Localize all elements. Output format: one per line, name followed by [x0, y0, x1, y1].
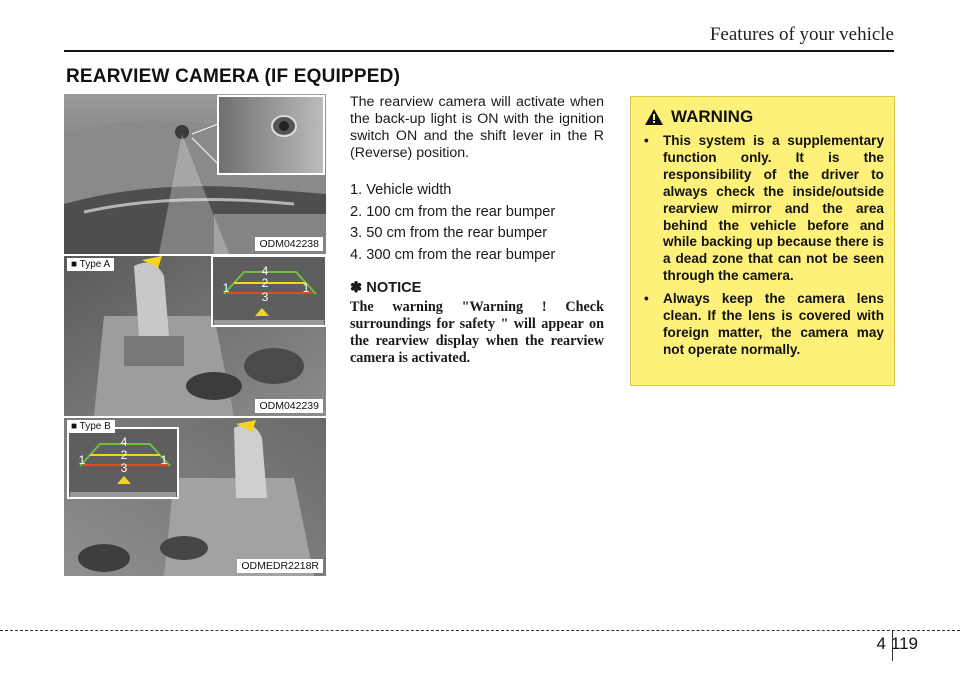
guideline-list [350, 182, 604, 264]
warning-item-text: Always keep the camera lens clean. If the lens is covered with foreign matter, the camera may not operate normally. [663, 291, 884, 357]
list-item: 2. 100 cm from the rear bumper [350, 203, 556, 220]
list-item: 3. 50 cm from the rear bumper [350, 225, 548, 241]
warning-title: WARNING [671, 107, 754, 126]
page-number: 119 [890, 634, 918, 653]
guide-number-1-right: 1 [160, 453, 168, 467]
notice-heading: ✽ NOTICE [350, 279, 422, 296]
section-number: 4 [876, 634, 886, 653]
warning-item-text: This system is a supplementary function only. It is the responsibility of the driver to always check the inside/outside rearview mirror and the area behind the vehicle before and while backing up because there is a dead zone that can not be seen through the camera. [663, 133, 884, 284]
footer-rule [0, 630, 960, 631]
image-code: ODMEDR2218R [237, 559, 323, 573]
body-text-column [350, 94, 604, 367]
warning-item [641, 133, 884, 285]
list-item: 1. Vehicle width [350, 182, 452, 198]
rear-camera-photo [64, 94, 326, 254]
header-rule [64, 50, 894, 52]
type-b-photo [64, 418, 326, 576]
intro-paragraph: The rearview camera will activate when the back-up light is ON with the ignition switch ON and the shift lever in the R (Reverse) position. [350, 94, 604, 161]
image-code: ODM042239 [255, 399, 323, 413]
type-label: ■ Type B [67, 420, 115, 433]
guide-number-1-left: 1 [78, 453, 86, 467]
image-code: ODM042238 [255, 237, 323, 251]
section-title: REARVIEW CAMERA (IF EQUIPPED) [66, 66, 401, 87]
guide-number-2: 2 [120, 448, 128, 462]
shift-lever-illustration-b [64, 418, 326, 576]
list-item: 4. 300 cm from the rear bumper [350, 246, 556, 263]
guide-number-3: 3 [261, 290, 269, 304]
guide-number-4: 4 [120, 435, 128, 449]
warning-triangle-icon [645, 109, 663, 125]
notice-text: The warning "Warning ! Check surroundings for safety " will appear on the rearview display when the rearview camera is activated. [350, 298, 604, 366]
guide-number-3: 3 [120, 461, 128, 475]
warning-heading [645, 107, 884, 127]
warning-list [641, 133, 884, 359]
guide-number-4: 4 [261, 264, 269, 278]
bullet: • [644, 133, 649, 148]
rear-camera-illustration [64, 94, 326, 254]
guide-number-1-left: 1 [222, 281, 230, 295]
guide-number-2: 2 [261, 276, 269, 290]
guide-number-1-right: 1 [302, 281, 310, 295]
warning-item [641, 291, 884, 359]
shift-lever-illustration-a [64, 256, 326, 416]
bullet: • [644, 291, 649, 307]
type-a-photo [64, 256, 326, 416]
warning-box [630, 96, 895, 386]
header-title: Features of your vehicle [709, 24, 894, 45]
type-label: ■ Type A [67, 258, 114, 271]
